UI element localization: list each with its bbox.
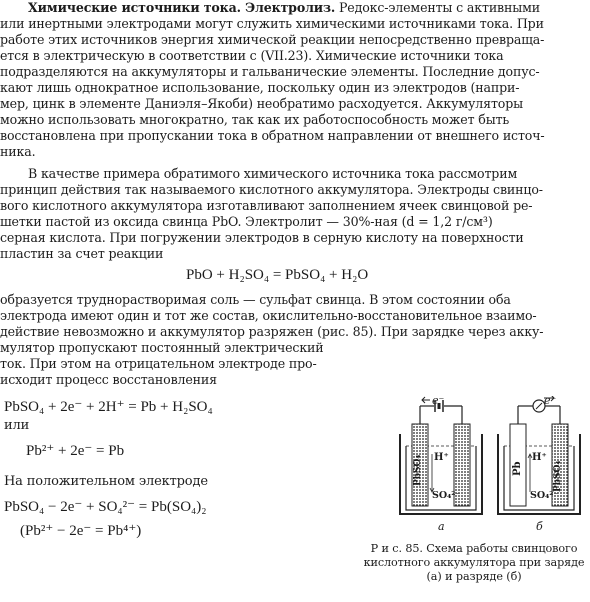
paragraph-line: пластин за счет реакции (0, 246, 164, 261)
paragraph-line: или инертными электродами могут служить химическими источниками тока. При (0, 16, 544, 31)
cell-b-hydrogen-ion: H⁺ (532, 452, 547, 463)
paragraph-line: кают лишь однократное использование, поскольку один из электродов (напри- (0, 80, 520, 95)
equation-cathode-reduction: PbSO₄ + 2e⁻ + 2H⁺ = Pb + H₂SO₄ (4, 399, 213, 415)
paragraph-line: ника. (0, 144, 36, 159)
equation-lead-ion-reduction: Pb²⁺ + 2e⁻ = Pb (26, 443, 125, 459)
equation-lead-ion-oxidation: (Pb²⁺ − 2e⁻ = Pb⁴⁺) (20, 523, 142, 539)
or-word: или (4, 418, 30, 433)
paragraph-line: восстановлена при пропускании тока в обратном направлении от внешнего источ- (0, 128, 545, 143)
paragraph-line: вого кислотного аккумулятора изготавливают заполнением ячеек свинцовой ре- (0, 198, 533, 213)
equation-pbo-sulfuric: PbO + H₂SO₄ = PbSO₄ + H₂O (186, 267, 369, 283)
paragraph-line: подразделяются на аккумуляторы и гальванические элементы. Последние допус- (0, 64, 540, 79)
battery-figure (392, 396, 588, 538)
cell-b-lead-label: Pb (512, 461, 523, 476)
paragraph-line: принцип действия так называемого кислотного аккумулятора. Электроды свинцо- (0, 182, 543, 197)
paragraph-line: мер, цинк в элементе Даниэля–Якоби) необратимо расходуется. Аккумуляторы (0, 96, 523, 111)
paragraph-line: серная кислота. При погружении электродов в серную кислоту на поверхности (0, 230, 524, 245)
electron-label-a: e⁻ (432, 394, 445, 407)
paragraph-line: шетки пастой из оксида свинца PbO. Электролит — 30%-ная (d = 1,2 г/см³) (0, 214, 493, 229)
section-heading: Химические источники тока. Электролиз. (28, 0, 336, 15)
electron-label-b: e⁻ (544, 394, 557, 407)
positive-electrode-label: На положительном электроде (4, 474, 208, 489)
paragraph-1-line-1: Химические источники тока. Электролиз. Редокс-элементы с активными (28, 0, 541, 15)
paragraph-line: мулятор пропускают постоянный электрический (0, 340, 324, 355)
cell-b-sulfate-electrode-label: PbSO₄ (553, 460, 563, 492)
figure-label-a: а (438, 520, 445, 533)
cell-a-hydrogen-ion: H⁺ (434, 452, 449, 463)
paragraph-line: ется в электрическую в соответствии с (VII.23). Химические источники тока (0, 48, 504, 63)
paragraph-line: электрода имеют один и тот же состав, окислительно-восстановительное взаимо- (0, 308, 537, 323)
paragraph-line: можно использовать многократно, так как их работоспособность может быть (0, 112, 510, 127)
equation-anode-oxidation: PbSO₄ − 2e⁻ + SO₄²⁻ = Pb(SO₄)₂ (4, 499, 207, 515)
figure-label-b: б (536, 520, 543, 533)
cell-a-electrode-label: PbSO₄ (413, 454, 423, 486)
paragraph-line: работе этих источников энергия химической реакции непосредственно превраща- (0, 32, 545, 47)
paragraph-line: образуется труднорастворимая соль — сульфат свинца. В этом состоянии оба (0, 292, 511, 307)
paragraph-line: В качестве примера обратимого химического источника тока рассмотрим (28, 166, 518, 181)
paragraph-line: ток. При этом на отрицательном электроде про- (0, 356, 317, 371)
paragraph-line: действие невозможно и аккумулятор разряжен (рис. 85). При зарядке через акку- (0, 324, 544, 339)
figure-caption: Р и с. 85. Схема работы свинцового кислотного аккумулятора при заряде (а) и разряде (б) (363, 542, 585, 583)
cell-a-sulfate-ion: SO₄²⁻ (432, 490, 461, 501)
paragraph-line: исходит процесс восстановления (0, 372, 217, 387)
cell-b-sulfate-ion: SO₄²⁻ (530, 490, 559, 501)
